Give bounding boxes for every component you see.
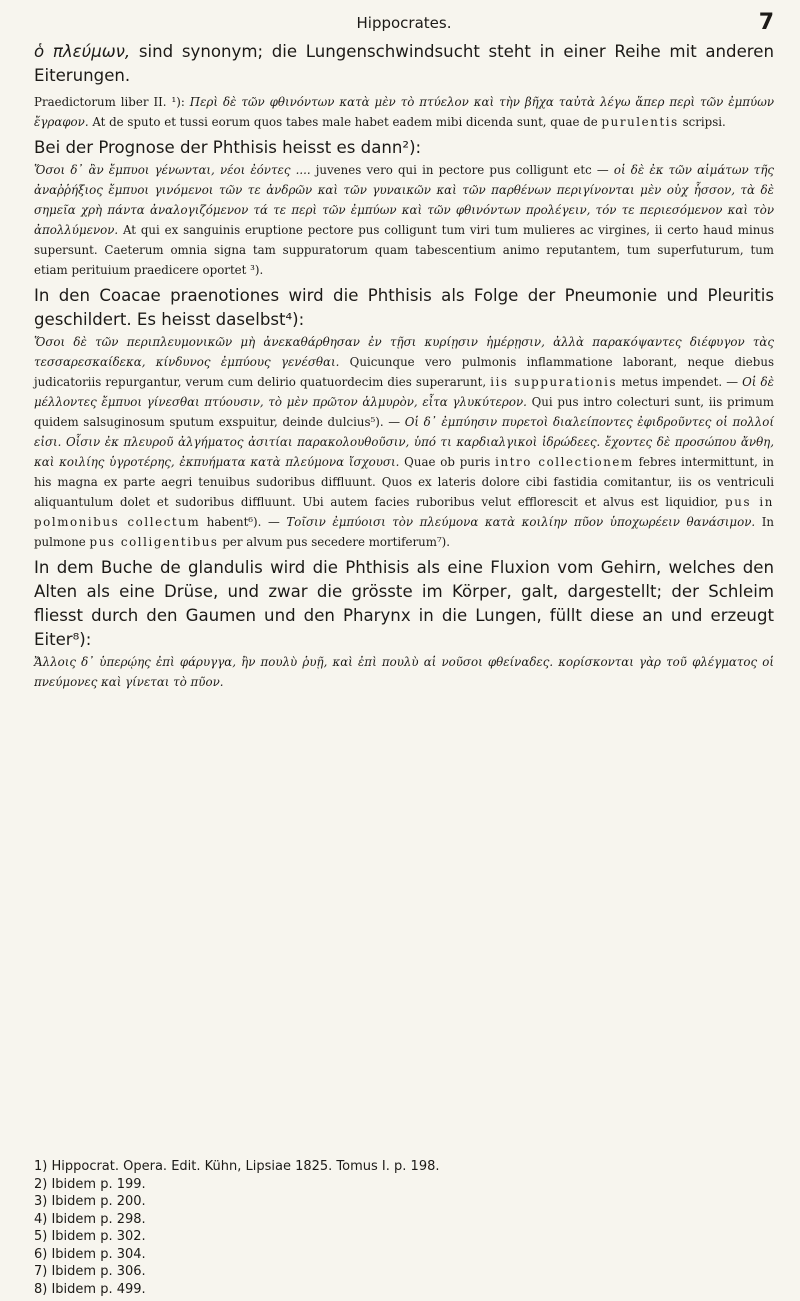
citation-lead: Praedictorum liber II. ¹): bbox=[34, 95, 190, 109]
spaced-term-4: pus colligentibus bbox=[89, 535, 219, 549]
paragraph-7 bbox=[34, 556, 774, 652]
footnote-3: 3) Ibidem p. 200. bbox=[34, 1194, 146, 1209]
greek-quote: Ὅσοι δὲ τῶν περιπλευμονικῶν μὴ ἀνεκαθάρθησαν ἐν τῇσι κυρίῃσιν ἡμέρῃσιν, ἀλλὰ παρακόψαντες διέφυγον τὰς τεσσαρεσκαίδεκα, κίνδυνος ἐμπύους γενέσθαι. bbox=[34, 335, 774, 369]
footnotes bbox=[34, 1158, 774, 1298]
paragraph-8 bbox=[34, 652, 774, 692]
latin-translation-8: per alvum pus secedere mortiferum⁷). bbox=[218, 535, 451, 549]
paragraph-4 bbox=[34, 160, 774, 280]
body-text: sind synonym; die Lungenschwindsucht steht in einer Reihe mit anderen Eiterungen. bbox=[34, 42, 774, 85]
latin-translation-4: Quae ob puris bbox=[399, 455, 496, 469]
latin-translation-6: habent⁶). — bbox=[200, 515, 287, 529]
latin-translation-2: metus impendet. — bbox=[617, 375, 743, 389]
spaced-term-2: intro collectionem bbox=[495, 455, 634, 469]
latin-translation-7: In pulmone bbox=[34, 515, 774, 549]
footnote-6: 6) Ibidem p. 304. bbox=[34, 1246, 146, 1262]
footnote-4: 4) Ibidem p. 298. bbox=[34, 1211, 146, 1227]
paragraph-3 bbox=[34, 136, 774, 160]
footnote-5: 5) Ibidem p. 302. bbox=[34, 1229, 146, 1244]
paragraph-5 bbox=[34, 284, 774, 332]
greek-text: ὁ πλεύμων, bbox=[34, 42, 131, 61]
latin-translation: At de sputo et tussi eorum quos tabes male habet eadem mibi dicenda sunt, quae de bbox=[88, 115, 602, 129]
paragraph-2 bbox=[34, 92, 774, 132]
latin-tail: scripsi. bbox=[678, 115, 726, 129]
latin-translation-5: febres intermittunt, in his magna ex parte aegri tenuibus sudoribus diffluunt. Quos ex lateris dolore cibi fastidia comitantur, iis os ventriculi aliquantulum dolet et sudoribus diffluunt. Ubi autem facies ruboribus velut efflorescit et alvus est liquidior, bbox=[34, 455, 775, 509]
paragraph-6 bbox=[34, 332, 774, 552]
page-number: 7 bbox=[758, 10, 774, 35]
paragraph-1 bbox=[34, 40, 774, 88]
running-head: Hippocrates. bbox=[356, 14, 452, 32]
body-text: In dem Buche de glandulis wird die Phthisis als eine Fluxion vom Gehirn, welches den Alten als eine Drüse, und zwar die grösste im Körper, galt, dargestellt; der Schleim fliesst durch den Gaumen und den Pharynx in die Lungen, füllt diese an und erzeugt Eiter⁸): bbox=[34, 558, 774, 649]
body-text: In den Coacae praenotiones wird die Phthisis als Folge der Pneumonie und Pleuritis geschildert. Es heisst daselbst⁴): bbox=[34, 286, 774, 329]
latin-translation-3: Qui pus intro colecturi sunt, iis primum quidem salsuginosum sputum exspuitur, deinde dulcius⁵). — bbox=[34, 395, 774, 429]
spaced-term: iis suppurationis bbox=[490, 375, 618, 389]
greek-quote: Ὅσοι δ᾽ ἂν ἔμπυοι γένωνται, νέοι ἐόντες .... bbox=[34, 163, 311, 177]
spaced-term-3: pus in polmonibus collectum bbox=[34, 495, 774, 529]
greek-quote-3: Οἱ δ᾽ ἐμπύησιν πυρετοὶ διαλείποντες ἐφιδροῦντες οἱ πολλοί εἰσι. Οἷσιν ἐκ πλευροῦ ἀλγήματος ἀσιτίαι παρακολουθοῦσιν, ὑπό τι καρδιαλγικοὶ ἱδρώδεες. ἔχοντες δὲ προσώπου ἄνθη, καὶ κοιλίης ὑγροτέρης, ἐκπυήματα κατὰ πλεύμονα ἴσχουσι. bbox=[34, 415, 774, 469]
latin-translation: Quicunque vero pulmonis inflammatione laborant, neque diebus judicatoriis repurgantur, verum cum delirio quatuordecim dies superarunt, bbox=[34, 355, 774, 389]
greek-quote-2: Οἱ δὲ μέλλοντες ἔμπυοι γίνεσθαι πτύουσιν, τὸ μὲν πρῶτον ἁλμυρὸν, εἶτα γλυκύτερον. bbox=[34, 375, 774, 409]
greek-quote: Ἄλλοις δ᾽ ὑπερῴης ἐπὶ φάρυγγα, ἢν πουλὺ ῥυῇ, καὶ ἐπὶ πουλὺ αἱ νοῦσοι φθείναδες. κορίσκονται γὰρ τοῦ φλέγματος οἱ πνεύμονες καὶ γίνεται τὸ πῦον. bbox=[34, 655, 774, 689]
footnote-8: 8) Ibidem p. 499. bbox=[34, 1281, 146, 1297]
latin-translation-2: At qui ex sanguinis eruptione pectore pus colligunt tum viri tum mulieres ac virgines, ii certo haud minus supersunt. Caeterum omnia signa tam suppuratorum quam tabescentium animo reputantem, tum superfuturum, tum etiam perituium praedicere oportet ³). bbox=[34, 223, 774, 277]
page-body bbox=[34, 10, 775, 692]
footnote-7: 7) Ibidem p. 306. bbox=[34, 1264, 146, 1279]
greek-quote-2: οἱ δὲ ἐκ τῶν αἱμάτων τῆς ἀναῤῥήξιος ἔμπυοι γινόμενοι τῶν τε ἀνδρῶν καὶ τῶν γυναικῶν καὶ τῶν παρθένων περιγίνονται μὲν οὐχ ἧσσον, τὰ δὲ σημεῖα χρὴ πάντα ἀναλογιζόμενον τά τε περὶ τῶν ἐμπύων καὶ τῶν φθινόντων προλέγειν, τόν τε περιεσόμενον καὶ τὸν ἀπολλύμενον. bbox=[34, 163, 774, 237]
latin-translation: juvenes vero qui in pectore pus colligunt etc — bbox=[310, 163, 614, 177]
footnote-2: 2) Ibidem p. 199. bbox=[34, 1176, 146, 1192]
body-text: Bei der Prognose der Phthisis heisst es dann²): bbox=[34, 138, 422, 157]
greek-quote-4: Τοῖσιν ἐμπύοισι τὸν πλεύμονα κατὰ κοιλίην πῦον ὑποχωρέειν θανάσιμον. bbox=[286, 515, 756, 529]
spaced-term: purulentis bbox=[601, 115, 679, 129]
footnote-1: 1) Hippocrat. Opera. Edit. Kühn, Lipsiae 1825. Tomus I. p. 198. bbox=[34, 1159, 440, 1174]
greek-quote: Περὶ δὲ τῶν φθινόντων κατὰ μὲν τὸ πτύελον καὶ τὴν βῆχα ταὐτὰ λέγω ἅπερ περὶ τῶν ἐμπύων ἔγραφον. bbox=[34, 95, 775, 129]
page-header bbox=[34, 10, 774, 40]
